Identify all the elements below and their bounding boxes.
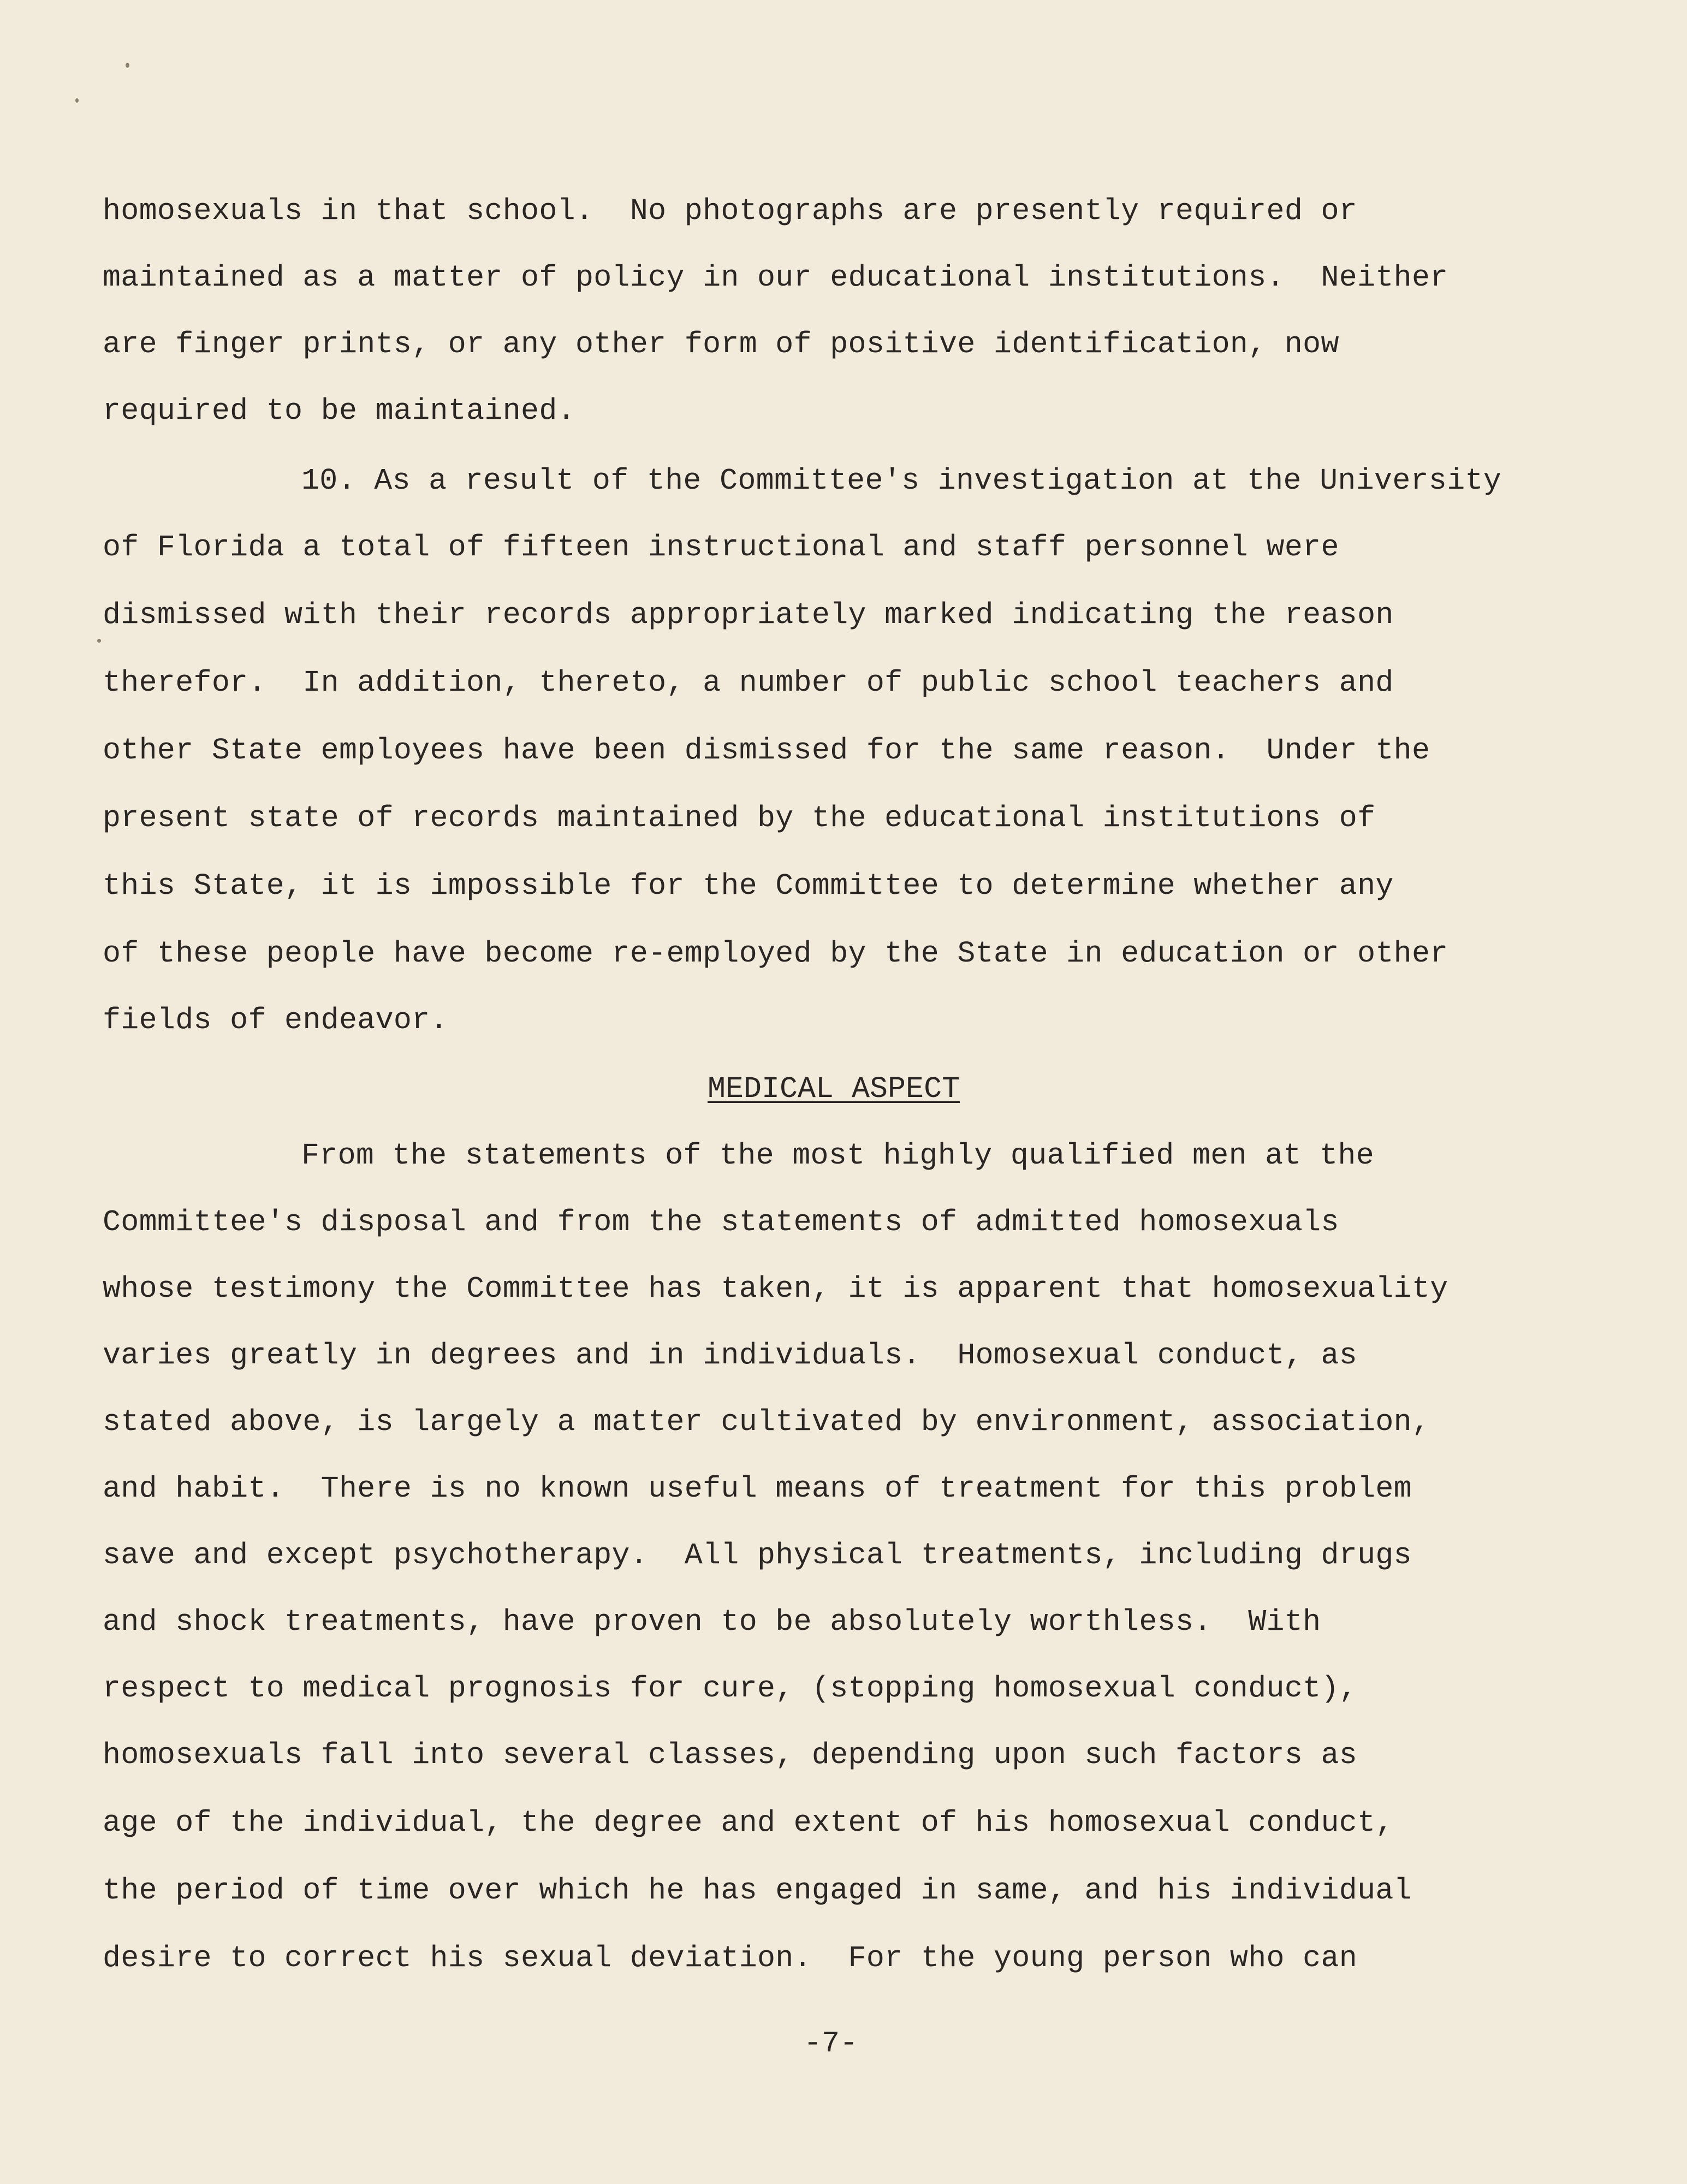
paragraph-3-line: From the statements of the most highly qualified men at the: [301, 1138, 1375, 1173]
paragraph-1-line: maintained as a matter of policy in our educational institutions. Neither: [103, 260, 1448, 295]
paper-speck: [126, 63, 129, 68]
paragraph-3-line: homosexuals fall into several classes, depending upon such factors as: [103, 1738, 1358, 1772]
paragraph-2-line: this State, it is impossible for the Committee to determine whether any: [103, 869, 1394, 903]
paragraph-1-line: required to be maintained.: [103, 394, 575, 428]
paragraph-2-line: fields of endeavor.: [103, 1003, 448, 1037]
paragraph-3-line: stated above, is largely a matter cultivated by environment, association,: [103, 1405, 1430, 1439]
paragraph-3-line: desire to correct his sexual deviation. For the young person who can: [103, 1941, 1358, 1975]
paper-speck: [75, 98, 79, 103]
paragraph-2-line: therefor. In addition, thereto, a number of public school teachers and: [103, 666, 1394, 700]
section-heading: MEDICAL ASPECT: [708, 1072, 960, 1106]
paragraph-3-line: save and except psychotherapy. All physical treatments, including drugs: [103, 1538, 1412, 1572]
paragraph-3-line: and shock treatments, have proven to be absolutely worthless. With: [103, 1605, 1321, 1639]
page-number: -7-: [804, 2026, 858, 2061]
paragraph-2-line: dismissed with their records appropriately marked indicating the reason: [103, 598, 1394, 632]
paragraph-3-line: Committee's disposal and from the statements of admitted homosexuals: [103, 1205, 1339, 1239]
paragraph-3-line: whose testimony the Committee has taken, it is apparent that homosexuality: [103, 1272, 1448, 1306]
paragraph-2-line: of these people have become re-employed by the State in education or other: [103, 936, 1448, 971]
paragraph-2-line: of Florida a total of fifteen instructional and staff personnel were: [103, 530, 1339, 565]
paragraph-3-line: respect to medical prognosis for cure, (stopping homosexual conduct),: [103, 1671, 1358, 1706]
paragraph-2-line: present state of records maintained by the educational institutions of: [103, 801, 1376, 835]
paragraph-1-line: homosexuals in that school. No photographs are presently required or: [103, 194, 1358, 228]
paragraph-3-line: age of the individual, the degree and extent of his homosexual conduct,: [103, 1806, 1394, 1840]
paragraph-3-line: varies greatly in degrees and in individuals. Homosexual conduct, as: [103, 1338, 1358, 1373]
paragraph-2-line: other State employees have been dismissed for the same reason. Under the: [103, 733, 1430, 768]
paragraph-2-line: 10. As a result of the Committee's investigation at the University: [301, 464, 1502, 498]
paragraph-3-line: and habit. There is no known useful means of treatment for this problem: [103, 1471, 1412, 1506]
paper-speck: [97, 639, 101, 643]
paragraph-1-line: are finger prints, or any other form of positive identification, now: [103, 327, 1339, 361]
paragraph-3-line: the period of time over which he has engaged in same, and his individual: [103, 1873, 1412, 1908]
